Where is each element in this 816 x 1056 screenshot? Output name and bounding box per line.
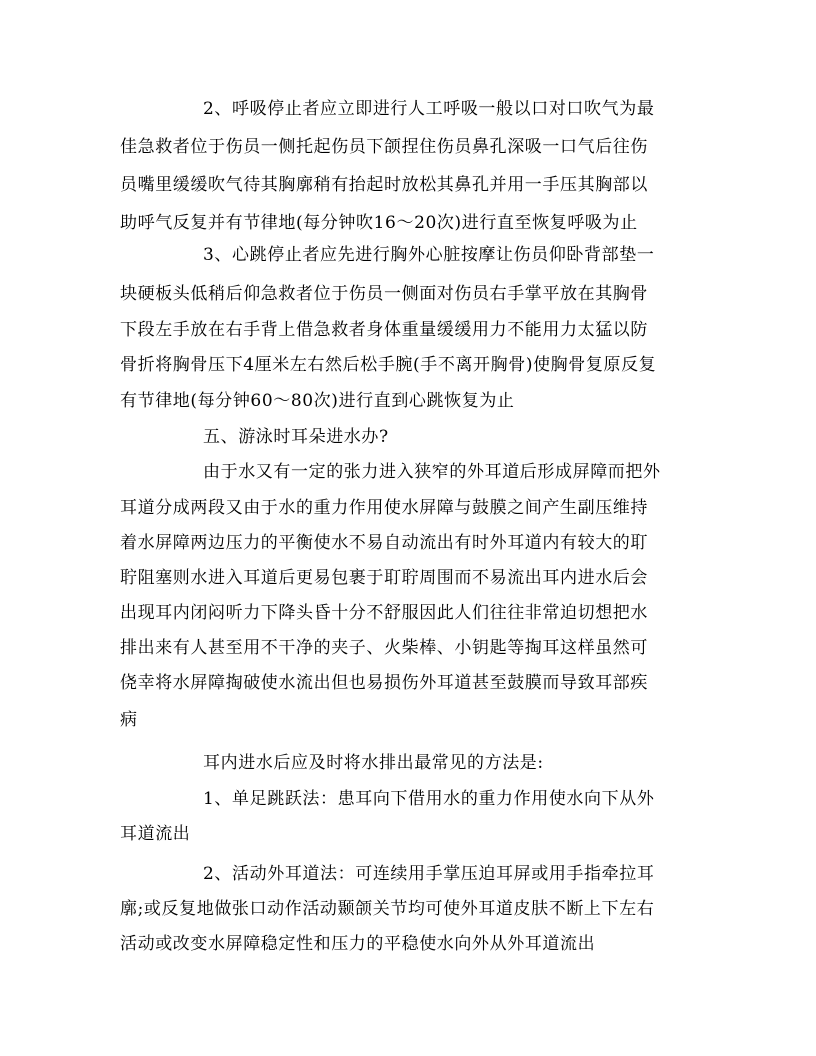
text-line: 1、单足跳跃法：患耳向下借用水的重力作用使水向下从外 bbox=[203, 789, 655, 809]
text-line: 聍阻塞则水进入耳道后更易包裹于耵聍周围而不易流出耳内进水后会 bbox=[120, 568, 648, 588]
text-line: 活动或改变水屏障稳定性和压力的平稳使水向外从外耳道流出 bbox=[120, 934, 596, 954]
text-line: 下段左手放在右手背上借急救者身体重量缓缓用力不能用力太猛以防 bbox=[120, 320, 648, 340]
text-line: 有节律地(每分钟60～80次)进行直到心跳恢复为止 bbox=[120, 391, 515, 411]
text-line: 廓;或反复地做张口动作活动颞颌关节均可使外耳道皮肤不断上下左右 bbox=[120, 899, 655, 919]
text-line: 耳道流出 bbox=[120, 824, 191, 844]
text-line: 由于水又有一定的张力进入狭窄的外耳道后形成屏障而把外 bbox=[203, 462, 661, 482]
text-line: 佳急救者位于伤员一侧托起伤员下颌捏住伤员鼻孔深吸一口气后往伤 bbox=[120, 137, 648, 157]
text-line: 员嘴里缓缓吹气待其胸廓稍有抬起时放松其鼻孔并用一手压其胸部以 bbox=[120, 175, 648, 195]
text-line: 骨折将胸骨压下4厘米左右然后松手腕(手不离开胸骨)使胸骨复原反复 bbox=[120, 355, 657, 375]
text-line: 3、心跳停止者应先进行胸外心脏按摩让伤员仰卧背部垫一 bbox=[203, 245, 655, 265]
text-line: 助呼气反复并有节律地(每分钟吹16～20次)进行直至恢复呼吸为止 bbox=[120, 213, 638, 233]
text-line: 病 bbox=[120, 710, 138, 730]
text-line: 2、活动外耳道法：可连续用手掌压迫耳屏或用手指牵拉耳 bbox=[203, 864, 655, 884]
text-line: 排出来有人甚至用不干净的夹子、火柴棒、小钥匙等掏耳这样虽然可 bbox=[120, 638, 648, 658]
text-line: 侥幸将水屏障掏破使水流出但也易损伤外耳道甚至鼓膜而导致耳部疾 bbox=[120, 673, 648, 693]
text-line: 块硬板头低稍后仰急救者位于伤员一侧面对伤员右手掌平放在其胸骨 bbox=[120, 284, 648, 304]
text-line: 耳道分成两段又由于水的重力作用使水屏障与鼓膜之间产生副压维持 bbox=[120, 498, 648, 518]
text-line: 耳内进水后应及时将水排出最常见的方法是: bbox=[203, 753, 544, 773]
text-line: 着水屏障两边压力的平衡使水不易自动流出有时外耳道内有较大的耵 bbox=[120, 533, 648, 553]
section-heading: 五、游泳时耳朵进水办? bbox=[203, 427, 389, 447]
text-line: 出现耳内闭闷听力下降头昏十分不舒服因此人们往往非常迫切想把水 bbox=[120, 603, 648, 623]
text-line: 2、呼吸停止者应立即进行人工呼吸一般以口对口吹气为最 bbox=[203, 99, 655, 119]
